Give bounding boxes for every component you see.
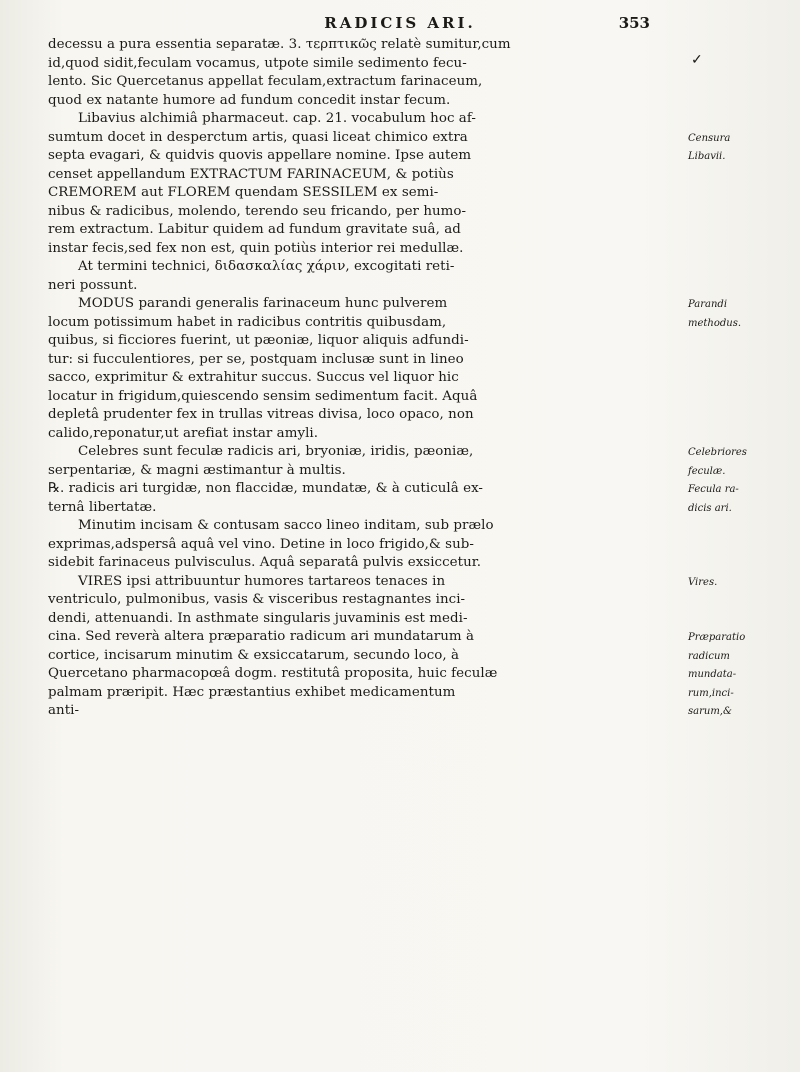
text-line: Quercetano pharmacopœâ dogm. restitutâ proposita, huic feculæ [48,666,498,681]
marginal-note: Præparatio [688,632,746,643]
text-line: locum potissimum habet in radicibus contritis quibusdam, [48,314,447,330]
marginal-note: Vires. [688,576,718,588]
marginal-note: rum,inci- [688,687,734,699]
marginal-note: mundata- [688,669,737,680]
text-line: locatur in frigidum,quiescendo sensim sedimentum facit. Aquâ [48,388,478,404]
text-line: dendi, attenuandi. In asthmate singularis juvaminis est medi- [48,610,468,626]
text-line: MODUS parandi generalis farinaceum hunc pulverem [78,296,448,311]
marginal-note: Censura [688,132,731,144]
marginal-note: methodus. [688,317,742,329]
marginal-note: Fecula ra- [688,484,739,495]
text-line: quibus, si ficciores fuerint, ut pæoniæ, liquor aliquis adfundi- [48,333,469,348]
text-line: decessu a pura essentia separatæ. 3. τερπτικῶς relatè sumitur,cum [48,37,511,52]
body-text [48,36,678,721]
text-line: ventriculo, pulmonibus, vasis & visceribus restagnantes inci- [48,592,466,607]
text-line: tur: si fucculentiores, per se, postquam inclusæ sunt in lineo [48,351,464,367]
marginal-note: radicum [688,650,730,662]
text-line: septa evagari, & quidvis quovis appellare nomine. Ipse autem [48,148,472,163]
text-line: anti- [48,703,80,718]
text-line: quod ex natante humore ad fundum concedit instar fecum. [48,92,451,108]
text-line: VIRES ipsi attribuuntur humores tartareos tenaces in [78,573,446,589]
text-line: id,quod sidit,feculam vocamus, utpote simile sedimento fecu- [48,55,467,71]
text-line: palmam præripit. Hæc præstantius exhibet medicamentum [48,684,456,700]
text-line: cina. Sed reverà altera præparatio radicum ari mundatarum à [48,629,474,644]
text-line: sumtum docet in desperctum artis, quasi liceat chimico extra [48,129,468,145]
text-line: Libavius alchimiâ pharmaceut. cap. 21. vocabulum hoc af- [78,111,476,126]
text-line: exprimas,adspersâ aquâ vel vino. Detine in loco frigido,& sub- [48,536,474,552]
marginal-note: dicis ari. [688,502,732,514]
page-number: 353 [618,14,650,32]
marginal-note: Celebriores [688,447,747,458]
marginal-note: feculæ. [688,465,726,477]
text-line: instar fecis,sed fex non est, quin potiùs interior rei medullæ. [48,240,464,256]
text-line: ternâ libertatæ. [48,499,157,515]
text-line: calido,reponatur,ut arefiat instar amyli. [48,425,319,441]
text-line: rem extractum. Labitur quidem ad fundum gravitate suâ, ad [48,222,461,237]
running-title: RADICIS ARI. [324,14,476,32]
text-line: CREMOREM aut FLOREM quendam SESSILEM ex semi- [48,185,439,200]
text-line: serpentariæ, & magni æstimantur à multis. [48,462,346,478]
text-line: Celebres sunt feculæ radicis ari, bryoniæ, iridis, pæoniæ, [78,444,474,459]
text-line: sidebit farinaceus pulvisculus. Aquâ separatâ pulvis exsiccetur. [48,555,482,570]
text-line: sacco, exprimitur & extrahitur succus. Succus vel liquor hic [48,370,459,385]
marginal-mark: ✓ [691,52,703,68]
marginal-note: Parandi [688,299,728,310]
text-line: depletâ prudenter fex in trullas vitreas divisa, loco opaco, non [48,407,474,422]
marginal-note: Libavii. [688,151,726,162]
text-line: cortice, incisarum minutim & exsiccatarum, secundo loco, à [48,647,460,663]
text-line: nibus & radicibus, molendo, terendo seu fricando, per humo- [48,203,467,219]
text-line: At termini technici, διδασκαλίας χάριν, excogitati reti- [78,259,455,274]
text-line: lento. Sic Quercetanus appellat feculam,extractum farinaceum, [48,74,483,89]
marginal-note: sarum,& [688,706,732,717]
text-line: neri possunt. [48,277,138,293]
text-line: censet appellandum EXTRACTUM FARINACEUM, & potiùs [48,166,454,182]
text-line: ℞. radicis ari turgidæ, non flaccidæ, mundatæ, & à cuticulâ ex- [48,481,484,496]
text-line: Minutim incisam & contusam sacco lineo inditam, sub prælo [78,518,494,533]
